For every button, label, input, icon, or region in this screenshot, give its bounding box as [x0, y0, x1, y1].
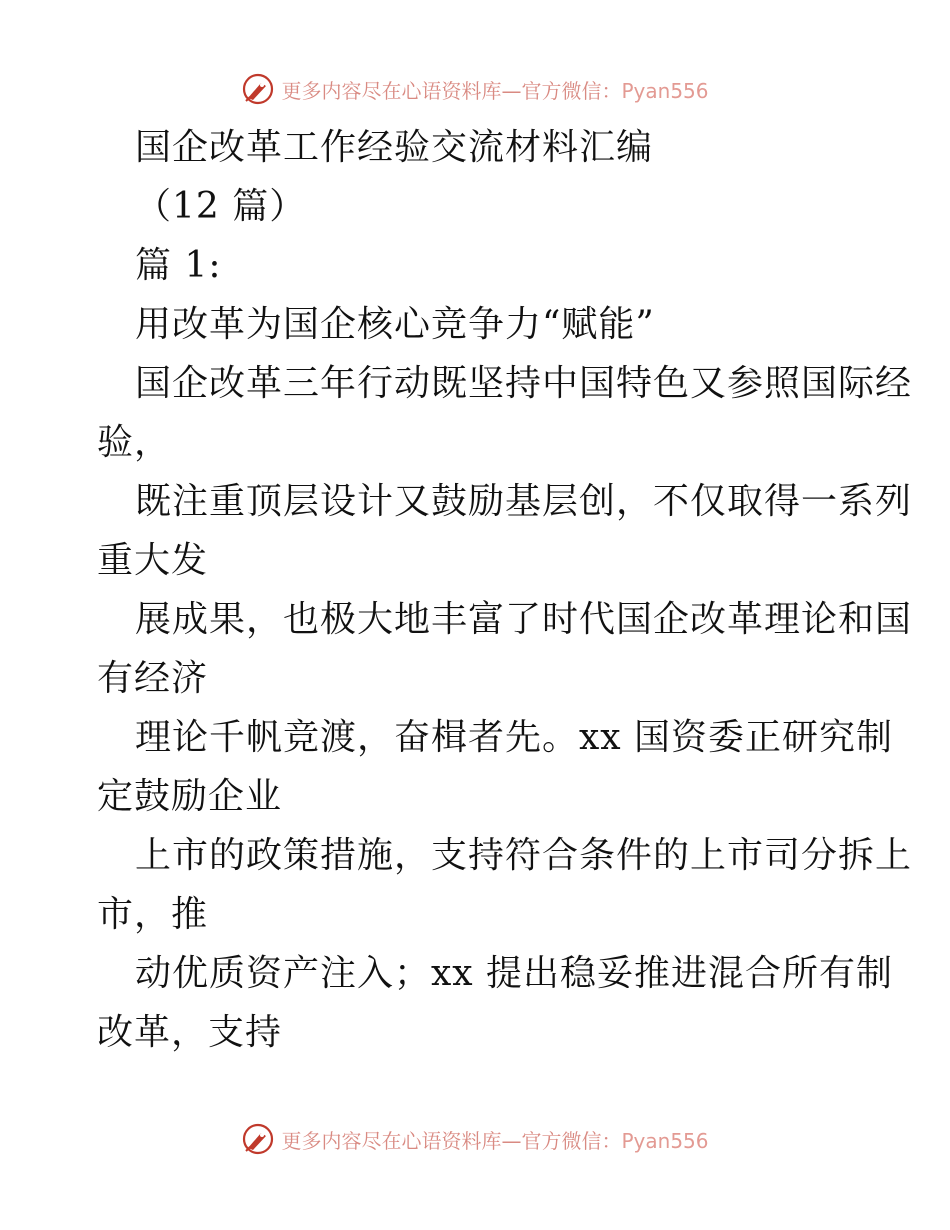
- document-body: [97, 118, 913, 1062]
- text-line: 篇 1:: [135, 245, 222, 286]
- text-line: 重大发: [97, 540, 209, 581]
- text-line: 有经济: [97, 658, 209, 699]
- wechat-id: Pyan556: [621, 1128, 709, 1153]
- text-line: 既注重顶层设计又鼓励基层创，不仅取得一系列: [135, 481, 913, 522]
- pen-logo-icon: [241, 1122, 275, 1156]
- pen-logo-icon: [241, 72, 275, 106]
- watermark-text: 更多内容尽在心语资料库—官方微信：Pyan556: [281, 1128, 709, 1153]
- text-line: 展成果，也极大地丰富了时代国企改革理论和国: [135, 599, 913, 640]
- page-header-watermark: [0, 72, 950, 106]
- watermark-text: 更多内容尽在心语资料库—官方微信：Pyan556: [281, 78, 709, 103]
- text-line: 上市的政策措施，支持符合条件的上市司分拆上: [135, 835, 913, 876]
- text-line: 理论千帆竞渡，奋楫者先。xx 国资委正研究制: [135, 717, 894, 758]
- text-line: 动优质资产注入；xx 提出稳妥推进混合所有制: [135, 953, 894, 994]
- text-line: 国企改革三年行动既坚持中国特色又参照国际经: [135, 363, 913, 404]
- text-line: 验，: [97, 422, 172, 463]
- text-line: 国企改革工作经验交流材料汇编: [135, 127, 654, 168]
- text-line: 市，推: [97, 894, 209, 935]
- wechat-id: Pyan556: [621, 78, 709, 103]
- text-line: 定鼓励企业: [97, 776, 283, 817]
- text-line: （12 篇）: [135, 186, 307, 227]
- page-footer-watermark: [0, 1122, 950, 1156]
- text-line: 用改革为国企核心竞争力“赋能”: [135, 304, 655, 345]
- text-line: 改革，支持: [97, 1012, 283, 1053]
